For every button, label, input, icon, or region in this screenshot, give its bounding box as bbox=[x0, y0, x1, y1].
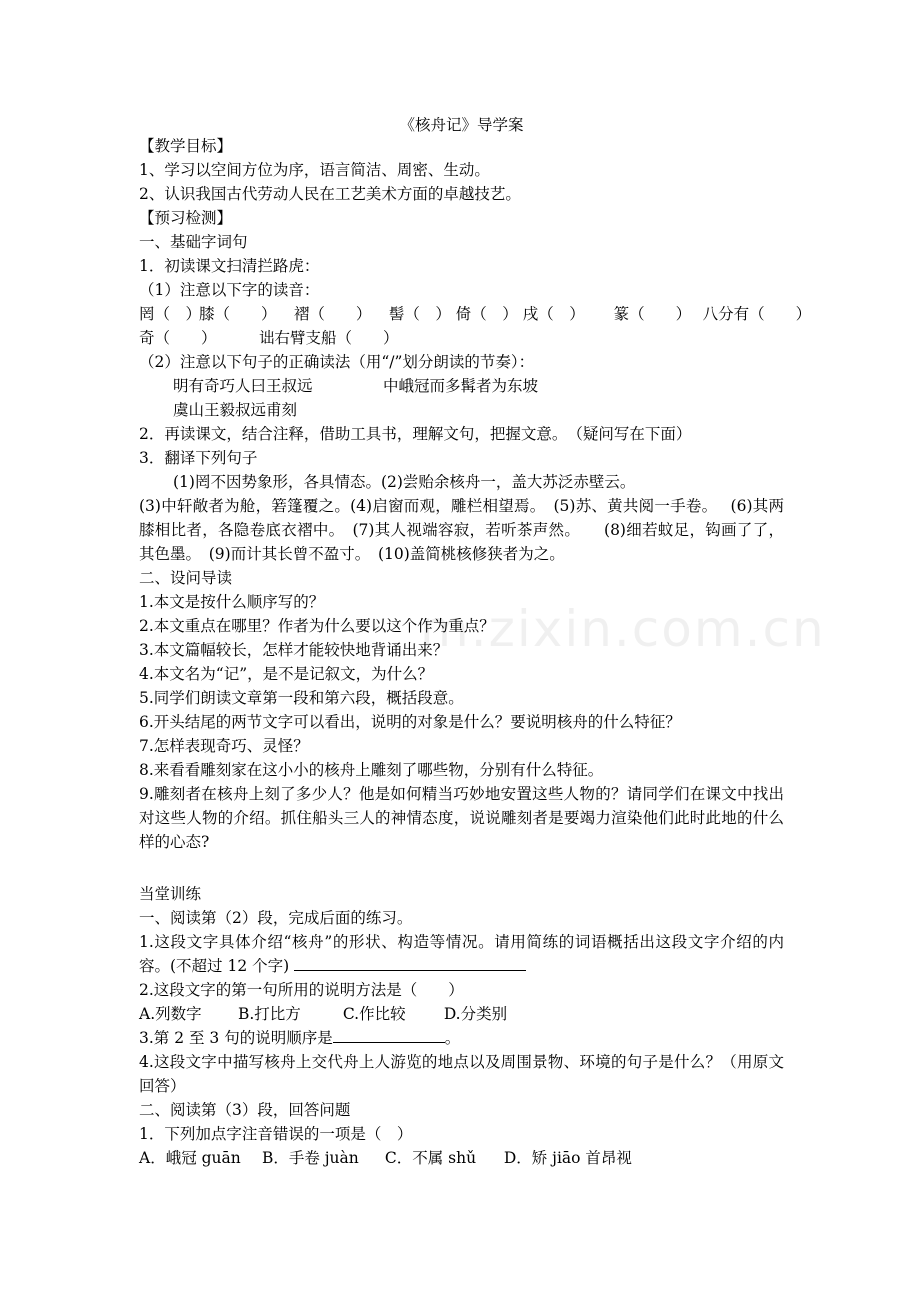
watermark: m.zixin.com.cn bbox=[420, 600, 826, 658]
sentence-c: 虞山王毅叔远甫刻 bbox=[173, 401, 298, 419]
char-item: 诎右臂支船（ ） bbox=[258, 329, 399, 347]
pronunciation-row-2 bbox=[139, 326, 398, 350]
practice-question-4: 4.这段文字中描写核舟上交代舟上人游览的地点以及周围景物、环境的句子是什么？（用原文回答） bbox=[139, 1053, 784, 1095]
guide-item: 3.本文篇幅较长，怎样才能较快地背诵出来？ bbox=[139, 641, 449, 659]
practice-question-1-text: 1.这段文字具体介绍“核舟”的形状、构造等情况。请用简练的词语概括出这段文字介绍的内容。(不超过 12 个字) bbox=[139, 933, 784, 975]
preview-header: 【预习检测】 bbox=[139, 209, 233, 227]
practice-question-3-end: 。 bbox=[444, 1029, 461, 1047]
practice-question-3 bbox=[139, 1026, 460, 1050]
guide-item: 5.同学们朗读文章第一段和第六段，概括段意。 bbox=[139, 689, 464, 707]
option-c[interactable]: C．不属 shǔ bbox=[384, 1149, 477, 1167]
answer-blank[interactable] bbox=[294, 955, 526, 971]
sentence-b: 中峨冠而多髯者为东坡 bbox=[383, 377, 539, 395]
option-b[interactable]: B.打比方 bbox=[237, 1005, 301, 1023]
char-item: 八分有（ ） bbox=[702, 305, 812, 323]
practice-section-1: 一、阅读第（2）段，完成后面的练习。 bbox=[139, 909, 413, 927]
option-a[interactable]: A．峨冠 guān bbox=[139, 1149, 241, 1167]
practice-question-1 bbox=[139, 930, 784, 978]
guide-item: 6.开头结尾的两节文字可以看出，说明的对象是什么？要说明核舟的什么特征？ bbox=[139, 713, 681, 731]
goal-1: 1、学习以空间方位为序，语言简洁、周密、生动。 bbox=[139, 161, 490, 179]
char-item: 褶（ ） bbox=[293, 305, 372, 323]
guide-item: 8.来看看雕刻家在这小小的核舟上雕刻了哪些物，分别有什么特征。 bbox=[139, 761, 604, 779]
practice-question-2: 2.这段文字的第一句所用的说明方法是（ ） bbox=[139, 981, 464, 999]
char-item: 膝（ ） bbox=[198, 305, 277, 323]
answer-blank[interactable] bbox=[333, 1027, 445, 1043]
translate-paragraph: (3)中轩敞者为舱，箬篷覆之。(4)启窗而观，雕栏相望焉。 (5)苏、黄共阅一手卷。 (6)其两膝相比者，各隐卷底衣褶中。 (7)其人视端容寂，若听茶声然。 (8)细若蚊足，钩画了了，其色墨。 (9)而计其长曾不盈寸。 (10)盖简桃核修狭者为之。 bbox=[139, 497, 784, 563]
practice-header: 当堂训练 bbox=[139, 885, 202, 903]
question-3: 3．翻译下列句子 bbox=[139, 449, 258, 467]
pronunciation-row-1 bbox=[139, 302, 812, 326]
option-b[interactable]: B．手卷 juàn bbox=[261, 1149, 359, 1167]
char-item: 篆（ ） bbox=[613, 305, 692, 323]
practice-question-5: 1．下列加点字注音错误的一项是（ ） bbox=[139, 1125, 413, 1143]
char-item: 罔（ ） bbox=[139, 305, 202, 323]
question-1: 1．初读课文扫清拦路虎： bbox=[139, 257, 320, 275]
guide-item: 7.怎样表现奇巧、灵怪？ bbox=[139, 737, 309, 755]
option-a[interactable]: A.列数字 bbox=[139, 1005, 202, 1023]
practice-options-2 bbox=[139, 1002, 507, 1026]
guide-item: 9.雕刻者在核舟上刻了多少人？他是如何精当巧妙地安置这些人物的？请同学们在课文中找出对这些人物的介绍。抓住船头三人的神情态度，说说雕刻者是要竭力渲染他们此时此地的什么样的心态? bbox=[139, 785, 784, 851]
question-1-1: （1）注意以下字的读音： bbox=[139, 281, 320, 299]
question-2: 2．再读课文，结合注释，借助工具书，理解文句，把握文意。 （疑问写在下面） bbox=[139, 425, 692, 443]
practice-options-5 bbox=[139, 1146, 632, 1170]
section-basics: 一、基础字词句 bbox=[139, 233, 248, 251]
goal-2: 2、认识我国古代劳动人民在工艺美术方面的卓越技艺。 bbox=[139, 185, 521, 203]
option-d[interactable]: D.分类别 bbox=[443, 1005, 508, 1023]
section-guide: 二、设问导读 bbox=[139, 569, 233, 587]
practice-section-2: 二、阅读第（3）段，回答问题 bbox=[139, 1101, 351, 1119]
guide-item: 4.本文名为“记”，是不是记叙文，为什么？ bbox=[139, 665, 434, 683]
practice-question-3-text: 3.第 2 至 3 句的说明顺序是 bbox=[139, 1029, 333, 1047]
guide-item: 1.本文是按什么顺序写的？ bbox=[139, 593, 325, 611]
char-item: 戌（ ） bbox=[522, 305, 585, 323]
char-item: 髻（ ） bbox=[388, 305, 451, 323]
option-c[interactable]: C.作比较 bbox=[342, 1005, 406, 1023]
question-1-2: （2）注意以下句子的正确读法（用“/”划分朗读的节奏）： bbox=[139, 353, 535, 371]
char-item: 倚（ ） bbox=[455, 305, 518, 323]
guide-item: 2.本文重点在哪里？作者为什么要以这个作为重点？ bbox=[139, 617, 495, 635]
translate-line-1: (1)罔不因势象形，各具情态。(2)尝贻余核舟一，盖大苏泛赤壁云。 bbox=[173, 473, 636, 491]
sentence-a: 明有奇巧人曰王叔远 bbox=[173, 377, 313, 395]
goals-header: 【教学目标】 bbox=[139, 137, 233, 155]
option-d[interactable]: D．矫 jiāo 首昂视 bbox=[503, 1149, 632, 1167]
doc-title: 《核舟记》导学案 bbox=[399, 116, 524, 134]
char-item: 奇（ ） bbox=[139, 329, 217, 347]
